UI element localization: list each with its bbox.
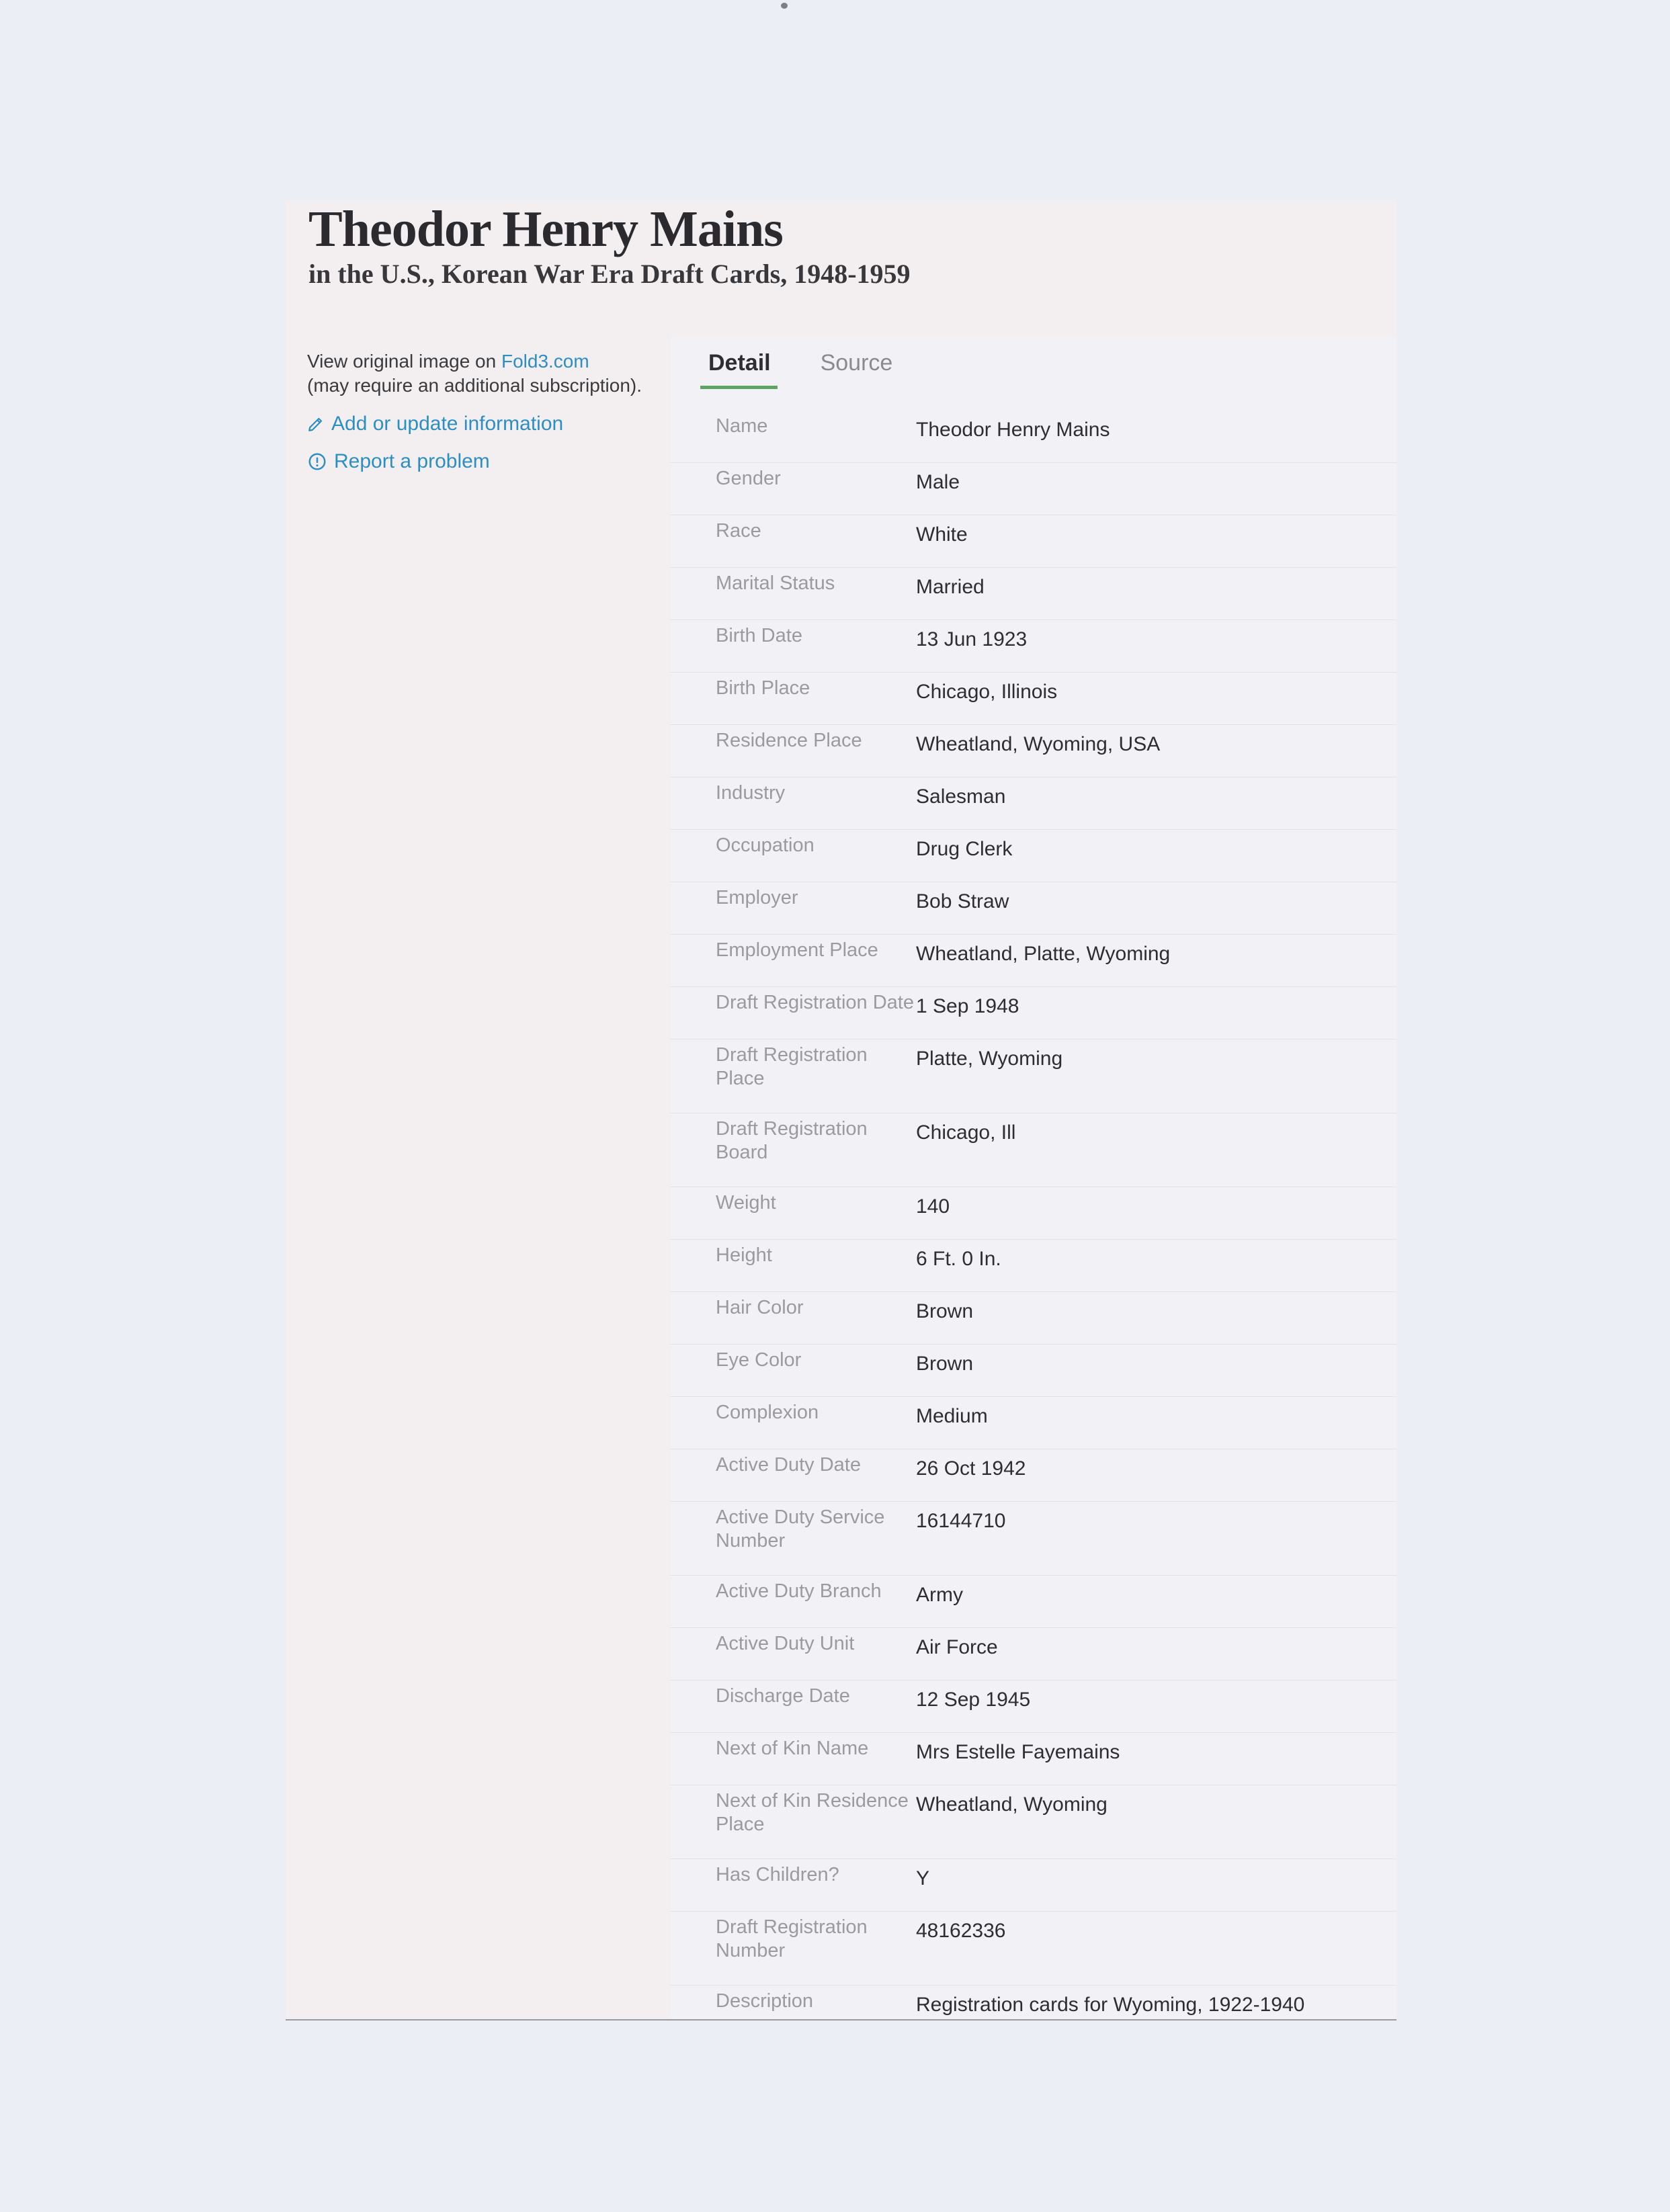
detail-value: 1 Sep 1948 xyxy=(916,995,1019,1017)
detail-label: Gender xyxy=(716,468,781,489)
detail-value: Chicago, Illinois xyxy=(916,681,1058,703)
detail-value: Male xyxy=(916,471,960,493)
pencil-icon xyxy=(307,415,325,433)
report-problem-label: Report a problem xyxy=(334,450,490,472)
detail-row-active-duty-branch xyxy=(670,1576,1396,1628)
detail-row-draft-registration-board xyxy=(670,1113,1396,1187)
detail-value: 12 Sep 1945 xyxy=(916,1689,1031,1711)
detail-value: Chicago, Ill xyxy=(916,1121,1016,1144)
tab-source[interactable]: Source xyxy=(820,350,893,376)
detail-row-next-of-kin-name xyxy=(670,1733,1396,1785)
detail-label: Next of Kin Residence Place xyxy=(716,1790,909,1835)
detail-value: 48162336 xyxy=(916,1920,1006,1942)
detail-label: Birth Place xyxy=(716,677,810,699)
detail-row-description xyxy=(670,1986,1396,2048)
detail-row-birth-place xyxy=(670,673,1396,725)
detail-row-birth-date xyxy=(670,620,1396,673)
detail-label: Race xyxy=(716,520,761,542)
detail-label: Draft Registration Board xyxy=(716,1118,868,1163)
detail-row-next-of-kin-residence-place xyxy=(670,1785,1396,1859)
detail-value: Wheatland, Platte, Wyoming xyxy=(916,943,1171,965)
view-original-text xyxy=(307,349,643,398)
detail-value: Married xyxy=(916,576,985,598)
detail-label: Industry xyxy=(716,782,786,804)
detail-row-gender xyxy=(670,463,1396,515)
record-header xyxy=(308,202,911,290)
detail-value: Salesman xyxy=(916,785,1006,808)
detail-label: Height xyxy=(716,1244,772,1266)
scan-speck xyxy=(781,3,788,9)
detail-value: Theodor Henry Mains xyxy=(916,419,1110,441)
detail-label: Residence Place xyxy=(716,730,862,751)
detail-value: Army xyxy=(916,1584,963,1606)
detail-row-eye-color xyxy=(670,1345,1396,1397)
detail-value: Air Force xyxy=(916,1636,998,1658)
detail-panel xyxy=(670,337,1396,2019)
detail-label: Eye Color xyxy=(716,1349,802,1371)
detail-label: Name xyxy=(716,415,768,437)
detail-label: Draft Registration Date xyxy=(716,992,914,1013)
tab-bar xyxy=(700,337,899,389)
collection-subtitle: in the U.S., Korean War Era Draft Cards, 1948-1959 xyxy=(308,258,911,289)
detail-row-height xyxy=(670,1240,1396,1292)
detail-value: 140 xyxy=(916,1195,950,1218)
detail-row-active-duty-service-number xyxy=(670,1502,1396,1576)
detail-label: Has Children? xyxy=(716,1864,839,1885)
detail-row-industry xyxy=(670,777,1396,830)
detail-row-residence-place xyxy=(670,725,1396,777)
detail-label: Draft Registration Place xyxy=(716,1044,868,1089)
detail-value: Y xyxy=(916,1867,930,1889)
detail-row-race xyxy=(670,515,1396,568)
detail-row-active-duty-date xyxy=(670,1449,1396,1502)
add-update-information-link[interactable] xyxy=(307,413,643,435)
detail-value: 26 Oct 1942 xyxy=(916,1457,1026,1480)
add-update-label: Add or update information xyxy=(331,413,564,435)
detail-row-employer xyxy=(670,882,1396,935)
detail-label: Draft Registration Number xyxy=(716,1916,868,1961)
detail-label: Weight xyxy=(716,1192,776,1214)
info-circle-icon xyxy=(307,452,327,472)
detail-row-draft-registration-date xyxy=(670,987,1396,1039)
detail-value: Wheatland, Wyoming, USA xyxy=(916,733,1161,755)
detail-value: Platte, Wyoming xyxy=(916,1048,1063,1070)
detail-row-complexion xyxy=(670,1397,1396,1449)
detail-value: Bob Straw xyxy=(916,890,1009,912)
view-original-prefix: View original image on xyxy=(307,351,501,372)
detail-row-weight xyxy=(670,1187,1396,1240)
detail-label: Marital Status xyxy=(716,572,835,594)
detail-row-employment-place xyxy=(670,935,1396,987)
detail-value: Brown xyxy=(916,1353,974,1375)
fold3-link[interactable]: Fold3.com xyxy=(501,351,589,372)
detail-row-has-children xyxy=(670,1859,1396,1912)
detail-value: 13 Jun 1923 xyxy=(916,628,1028,650)
detail-value: Drug Clerk xyxy=(916,838,1013,860)
detail-label: Active Duty Date xyxy=(716,1454,861,1476)
detail-row-draft-registration-place xyxy=(670,1039,1396,1113)
report-problem-link[interactable] xyxy=(307,450,643,473)
detail-label: Birth Date xyxy=(716,625,802,646)
detail-label: Employment Place xyxy=(716,939,878,961)
detail-row-discharge-date xyxy=(670,1681,1396,1733)
detail-label: Next of Kin Name xyxy=(716,1738,869,1759)
detail-label: Active Duty Unit xyxy=(716,1633,855,1654)
tab-detail[interactable]: Detail xyxy=(700,337,778,389)
detail-value: White xyxy=(916,523,968,546)
detail-value: 6 Ft. 0 In. xyxy=(916,1248,1001,1270)
detail-label: Active Duty Branch xyxy=(716,1580,882,1602)
detail-label: Discharge Date xyxy=(716,1685,850,1707)
detail-rows xyxy=(670,411,1396,2048)
record-card xyxy=(286,200,1396,2020)
detail-value: Wheatland, Wyoming xyxy=(916,1793,1108,1816)
detail-label: Employer xyxy=(716,887,798,908)
detail-row-occupation xyxy=(670,830,1396,882)
detail-row-active-duty-unit xyxy=(670,1628,1396,1681)
detail-row-marital-status xyxy=(670,568,1396,620)
detail-row-draft-registration-number xyxy=(670,1912,1396,1986)
detail-label: Hair Color xyxy=(716,1297,804,1318)
detail-value: Mrs Estelle Fayemains xyxy=(916,1741,1120,1763)
detail-label: Active Duty Service Number xyxy=(716,1506,885,1551)
detail-label: Description xyxy=(716,1990,814,2012)
detail-label: Occupation xyxy=(716,835,815,856)
detail-value: Medium xyxy=(916,1405,988,1427)
detail-row-hair-color xyxy=(670,1292,1396,1345)
detail-value: Brown xyxy=(916,1300,974,1322)
detail-value: Registration cards for Wyoming, 1922-1940 xyxy=(916,1994,1305,2016)
detail-label: Complexion xyxy=(716,1402,819,1423)
sidebar xyxy=(307,349,643,473)
detail-value: 16144710 xyxy=(916,1510,1006,1532)
page-title: Theodor Henry Mains xyxy=(308,201,783,257)
view-original-suffix: (may require an additional subscription). xyxy=(307,375,642,396)
detail-row-name xyxy=(670,411,1396,463)
